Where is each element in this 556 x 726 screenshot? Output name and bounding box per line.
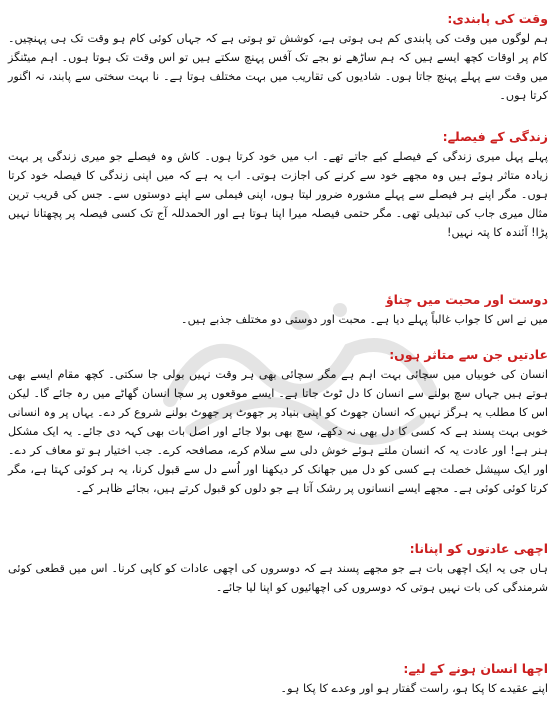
section-admired-habits [8,346,548,498]
section-paragraph: اپنے عقیدے کا پکا ہو، راست گفتار ہو اور وعدے کا پکا ہو۔ [280,682,548,695]
section-friend-vs-love [8,291,548,329]
section-heading: وقت کی پابندی: [447,11,548,26]
section-heading: عادتیں جن سے متاثر ہوں: [389,347,548,362]
section-good-person [8,660,548,698]
section-paragraph: ہم لوگوں میں وقت کی پابندی کم ہی ہوتی ہے، کوشش تو ہوتی ہے کہ جہاں کوئی کام ہو وقت تک ہی پہنچیں۔ کام پر اوقات کچھ ایسے ہیں کہ ہم ساڑھے نو بجے تک آفس پہنچ سکتے ہیں تو اس وقت تک ہوتا ہوں۔ اہم میٹنگز میں وقت سے پہلے پہنچ جاتا ہوں۔ شادیوں کی تقاریب میں بہت مختلف ہوتا ہے۔ نا بہت سختی سے پابند، نہ اگنور کرتا ہوں۔ [8,32,548,102]
section-heading: اچھی عادتوں کو اپنانا: [409,541,548,556]
section-life-decisions [8,128,548,242]
section-paragraph: پہلے پہل میری زندگی کے فیصلے کیے جاتے تھے۔ اب میں خود کرتا ہوں۔ کاش وہ فیصلے جو میری زندگی پر بہت زیادہ متاثر ہوئے ہیں وہ مجھے خود سے کرنے کی اجازت ہوتی۔ اب یہ ہے کہ میں اپنی زندگی کا فیصلہ خود کرتا ہوں۔ مگر اپنے ہر فیصلے سے پہلے مشورہ ضرور لیتا ہوں، اپنی فیملی سے اپنے دوستوں سے۔ جس کی قریب ترین مثال میری جاب کی تبدیلی تھی۔ مگر حتمی فیصلہ میرا اپنا ہوتا ہے اور الحمدللہ آج تک کسی فیصلہ پر پچھتانا نہیں پڑا! آئندہ کا پتہ نہیں! [8,150,548,239]
section-heading: اچھا انسان ہونے کے لیے: [403,661,548,676]
section-punctuality [8,10,548,105]
section-heading: زندگی کے فیصلے: [442,129,548,144]
section-paragraph: میں نے اس کا جواب غالباً پہلے دیا ہے۔ محبت اور دوستی دو مختلف جذبے ہیں۔ [181,313,548,326]
section-paragraph: ہاں جی یہ ایک اچھی بات ہے جو مجھے پسند ہے کہ دوسروں کی اچھی عادات کو کاپی کرنا۔ اس میں قطعی کوئی شرمندگی کی بات نہیں ہوتی کہ دوسروں کی اچھائیوں کو اپنا لیا جائے۔ [8,562,548,594]
section-heading: دوست اور محبت میں چناؤ [385,292,548,307]
section-paragraph: انسان کی خوبیاں میں سچائی بہت اہم ہے مگر سچائی بھی ہر وقت نہیں بولی جا سکتی۔ کچھ مقام ایسے بھی ہوتے ہیں جہاں سچ بولنے سے انسان کا دل ٹوٹ جاتا ہے۔ ایسے موقعوں پر سچا انسان گھاٹے میں رہ جائے گا۔ لیکن اس کا مطلب یہ ہرگز نہیں کہ انسان جھوٹ کو اپنی بنیاد پر جھوٹ پر جھوٹ بولنے شروع کر دے۔ یہاں پر وہ انسانی خوبی بہت پسند ہے کہ کسی کا دل بھی نہ دکھے، سچ بھی بولا جائے اور اصل بات بھی کہہ دی جائے۔ یہ ایک مشکل ہنر ہے! اور عادت یہ کہ انسان ملتے ہوئے خوش دلی سے سلام کرے، مصافحہ کرے۔ جب اختیار ہو تو معاف کر دے۔ اور ایک سپیشل خصلت ہے کسی کو دل میں جھانک کر دیکھنا اور اُسے دل سے قبول کرنا، یہ ہر کوئی کہتا ہے، مگر کرتا کوئی کوئی ہے۔ مجھے ایسے انسانوں پر رشک آتا ہے جو دلوں کو قبول کرتے ہیں، بجائے ظاہر کے۔ [8,368,548,495]
section-adopting-good-habits [8,540,548,597]
